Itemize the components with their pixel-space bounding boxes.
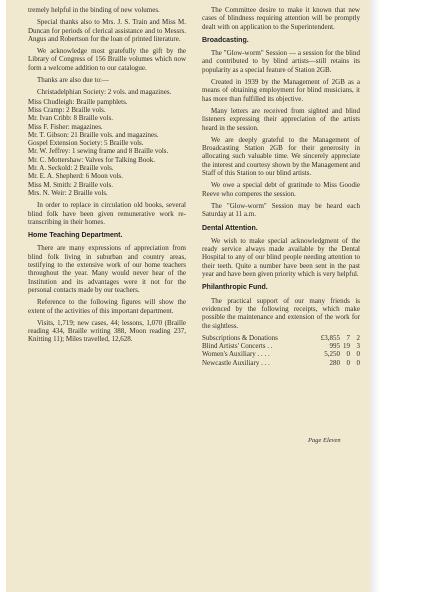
document-page	[6, 0, 370, 592]
fund-label: Women's Auxiliary . . . .	[202, 350, 270, 359]
paragraph: The "Glow-worm" Session may be heard each Saturday at 11 a.m.	[202, 201, 360, 219]
fund-pence: 0	[356, 350, 360, 359]
paragraph: tremely helpful in the binding of new volumes.	[28, 6, 160, 14]
fund-amount: 280	[329, 358, 340, 367]
fund-pence: 0	[356, 358, 360, 367]
section-heading: Dental Attention.	[202, 224, 258, 232]
paragraph: We wish to make special acknowledgment of the ready service always made available by the Dental Hospital to any of our blind people needing attention to their teeth. Quite a number have been sent in the past year and have been given priority which is very helpful.	[202, 236, 360, 279]
table-row	[202, 350, 360, 358]
list-item: Miss Cramp: 2 Braille vols.	[28, 105, 106, 114]
fund-shillings: 19	[343, 342, 350, 351]
list-item: Mrs. N. Weir: 2 Braille vols.	[28, 188, 108, 197]
table-row	[202, 342, 360, 350]
list-item: Mr. C. Mottershaw: Valves for Talking Book.	[28, 155, 155, 164]
list-item: Miss Chudleigh: Braille pamphlets.	[28, 97, 128, 106]
fund-pence: 3	[356, 342, 360, 351]
fund-amount: 995	[329, 342, 340, 351]
right-column	[202, 6, 360, 367]
paragraph: We acknowledge most gratefully the gift by the Library of Congress of 156 Braille volumes which now form a welcome addition to our catalogue.	[28, 47, 186, 72]
donor-list	[28, 98, 186, 198]
list-item: Mr. T. Gibson: 21 Braille vols. and magazines.	[28, 130, 159, 139]
section-heading: Philanthropic Fund.	[202, 284, 268, 292]
paragraph: There are many expressions of appreciation from blind folk living in suburban and country areas, testifying to the extensive work of our home teachers throughout the year. Many would never hear of the Institution and its advantages were it not for the personal contacts made by our teachers.	[28, 244, 186, 294]
paragraph: We are deeply grateful to the Management of Broadcasting Station 2GB for their generosity in allocating such valuable time. We sincerely appreciate the interest and courtesy shown by the Management and Staff of this Station to our blind artists.	[202, 135, 360, 178]
paragraph: Special thanks also to Mrs. J. S. Train and Miss M. Duncan for periods of clerical assistance and to Messrs. Angus and Robertson for the loan of printed literature.	[28, 18, 186, 43]
page-number: Page Eleven	[308, 437, 341, 444]
paragraph: The practical support of our many friends is evidenced by the following receipts, which make possible the maintenance and extension of the work for the sightless.	[202, 296, 360, 330]
fund-shillings: 0	[346, 350, 350, 359]
page-edge	[370, 0, 430, 592]
paragraph: Visits, 1,719; new cases, 44; lessons, 1,070 (Braille reading 434, Braille writing 388, Moon reading 237, Knitting 11); Miles travelled, 12,628.	[28, 318, 186, 344]
paragraph: We owe a special debt of gratitude to Miss Goodie Reeve who comperes the session.	[202, 181, 360, 198]
fund-label: Subscriptions & Donations	[202, 333, 278, 342]
fund-pence: 2	[356, 333, 360, 342]
fund-shillings: 0	[346, 358, 350, 367]
fund-amount: £3,855	[320, 333, 340, 342]
list-item: Mr. E. A. Shepherd: 6 Moon vols.	[28, 172, 123, 181]
list-item: Miss F. Fisher: magazines.	[28, 122, 103, 131]
fund-table	[202, 334, 360, 367]
list-item: Gospel Extension Society: 5 Braille vols.	[28, 139, 144, 148]
fund-amount: 5,250	[324, 350, 340, 359]
fund-label: Newcastle Auxiliary . . .	[202, 358, 270, 367]
paragraph: Thanks are also due to:—	[37, 76, 109, 85]
list-item: Mr. W. Jeffrey: 1 sewing frame and 8 Braille vols.	[28, 147, 169, 156]
paragraph: Created in 1939 by the Management of 2GB as a means of obtaining employment for blind musicians, it has more than fulfilled its objective.	[202, 78, 360, 103]
paragraph: In order to replace in circulation old books, several blind folk have been given remunerative work re-transcribing in their homes.	[28, 201, 186, 226]
section-heading: Home Teaching Department.	[28, 232, 123, 240]
paragraph: Christadelphian Society: 2 vols. and magazines.	[37, 88, 172, 97]
paragraph: The "Glow-worm" Session — a session for the blind and contributed to by blind artists—still retains its popularity as a special feature of Station 2GB.	[202, 49, 360, 74]
paragraph: The Committee desire to make it known that new cases of blindness requiring attention will be promptly dealt with on application to the Superintendent.	[202, 6, 360, 31]
table-row	[202, 334, 360, 342]
list-item: Mr. A. Seckold: 2 Braille vols.	[28, 164, 114, 173]
table-row	[202, 359, 360, 367]
list-item: Miss M. Smith: 2 Braille vols.	[28, 180, 113, 189]
paragraph: Reference to the following figures will show the extent of the activities of this important department.	[28, 298, 186, 315]
fund-label: Blind Artists' Concerts . .	[202, 342, 273, 351]
fund-shillings: 7	[346, 333, 350, 342]
paragraph: Many letters are received from sighted and blind listeners expressing their appreciation of the artists heard in the session.	[202, 106, 360, 132]
section-heading: Broadcasting.	[202, 36, 249, 44]
list-item: Mr. Ivan Cribb: 8 Braille vols.	[28, 114, 113, 123]
left-column	[28, 6, 186, 348]
